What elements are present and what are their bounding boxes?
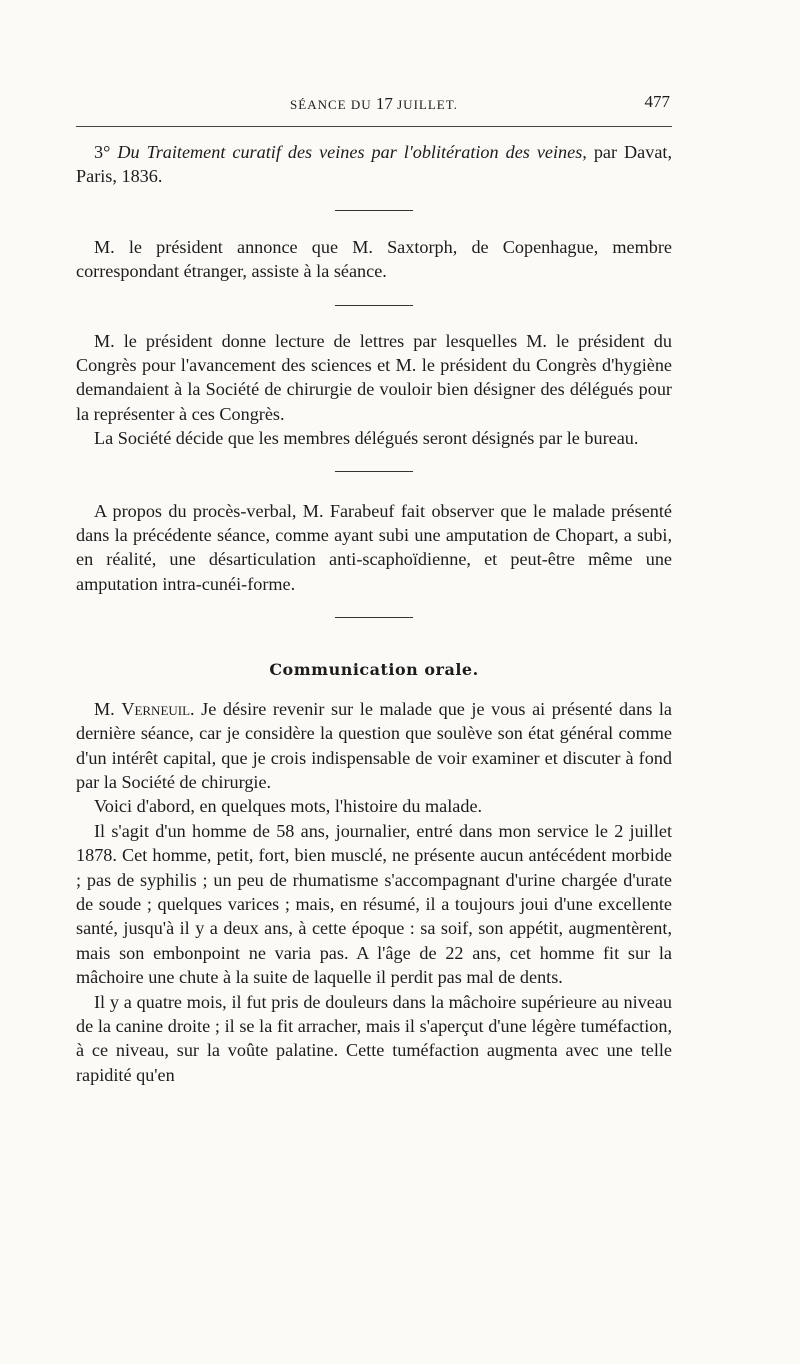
running-head — [76, 92, 672, 114]
paragraph-voici: Voici d'abord, en quelques mots, l'histoire du malade. — [94, 796, 483, 817]
speaker-name: Verneuil. — [121, 698, 195, 719]
page-body — [76, 140, 672, 1087]
section-separator — [335, 471, 413, 472]
running-title-suffix: JUILLET. — [392, 97, 458, 112]
paragraph-saxtorph: M. le président annonce que M. Saxtorph, de Copenhague, membre correspondant étranger, assiste à la séance. — [76, 236, 672, 282]
bibliography-item-3 — [76, 140, 672, 189]
section-heading: Communication orale. — [269, 660, 479, 680]
running-title — [76, 94, 672, 114]
item-numeral: 3° — [94, 142, 111, 162]
item-author-date: par Davat, Paris, 1836. — [76, 142, 672, 187]
section-separator — [335, 617, 413, 618]
page-number: 477 — [644, 92, 670, 111]
running-title-prefix: SÉANCE DU — [290, 97, 376, 112]
section-separator — [335, 210, 413, 211]
section-separator — [335, 305, 413, 306]
paragraph-farabeuf: A propos du procès-verbal, M. Farabeuf fait observer que le malade présenté dans la précédente séance, comme ayant subi une amputation de Chopart, a subi, en réalité, une désarticulation anti-scaphoïdienne, et peut-être même une amputation intra-cunéi-forme. — [76, 500, 672, 594]
paragraph-verneuil — [76, 697, 672, 795]
header-rule — [76, 126, 672, 127]
paragraph-lettres: M. le président donne lecture de lettres par lesquelles M. le président du Congrès pour l'avancement des sciences et M. le président du Congrès d'hygiène demandaient à la Société de chirurgie de vouloir bien désigner des délégués pour la représenter à ces Congrès. — [76, 330, 672, 424]
speaker-title: M. — [94, 698, 122, 719]
speech-text: Je désire revenir sur le malade que je vous ai présenté dans la dernière séance, car je considère la question que soulève son état général comme d'un intérêt capital, que je crois indispensable de voir examiner et discuter à fond par la Société de chirurgie. — [76, 698, 673, 792]
item-title: Du Traitement curatif des veines par l'oblitération des veines, — [117, 142, 587, 162]
paragraph-homme: Il s'agit d'un homme de 58 ans, journalier, entré dans mon service le 2 juillet 1878. Cet homme, petit, fort, bien musclé, ne présente aucun antécédent morbide ; pas de syphilis ; un peu de rhumatisme s'accompagnant d'urine chargée d'urate de soude ; quelques varices ; mais, en résumé, il a toujours joui d'une excellente santé, jusqu'à il y a deux ans, à cette époque : sa soif, son appétit, augmentèrent, mais son embonpoint ne varia pas. A l'âge de 22 ans, cet homme fit sur la mâchoire une chute à la suite de laquelle il perdit pas mal de dents. — [76, 820, 672, 988]
running-title-day: 17 — [375, 94, 393, 113]
paragraph-quatre-mois: Il y a quatre mois, il fut pris de douleurs dans la mâchoire supérieure au niveau de la canine droite ; il se la fit arracher, mais il s'aperçut d'une légère tuméfaction, à ce niveau, sur la voûte palatine. Cette tuméfaction augmenta avec une telle rapidité qu'en — [76, 991, 672, 1085]
paragraph-bureau: La Société décide que les membres délégués seront désignés par le bureau. — [94, 428, 639, 449]
